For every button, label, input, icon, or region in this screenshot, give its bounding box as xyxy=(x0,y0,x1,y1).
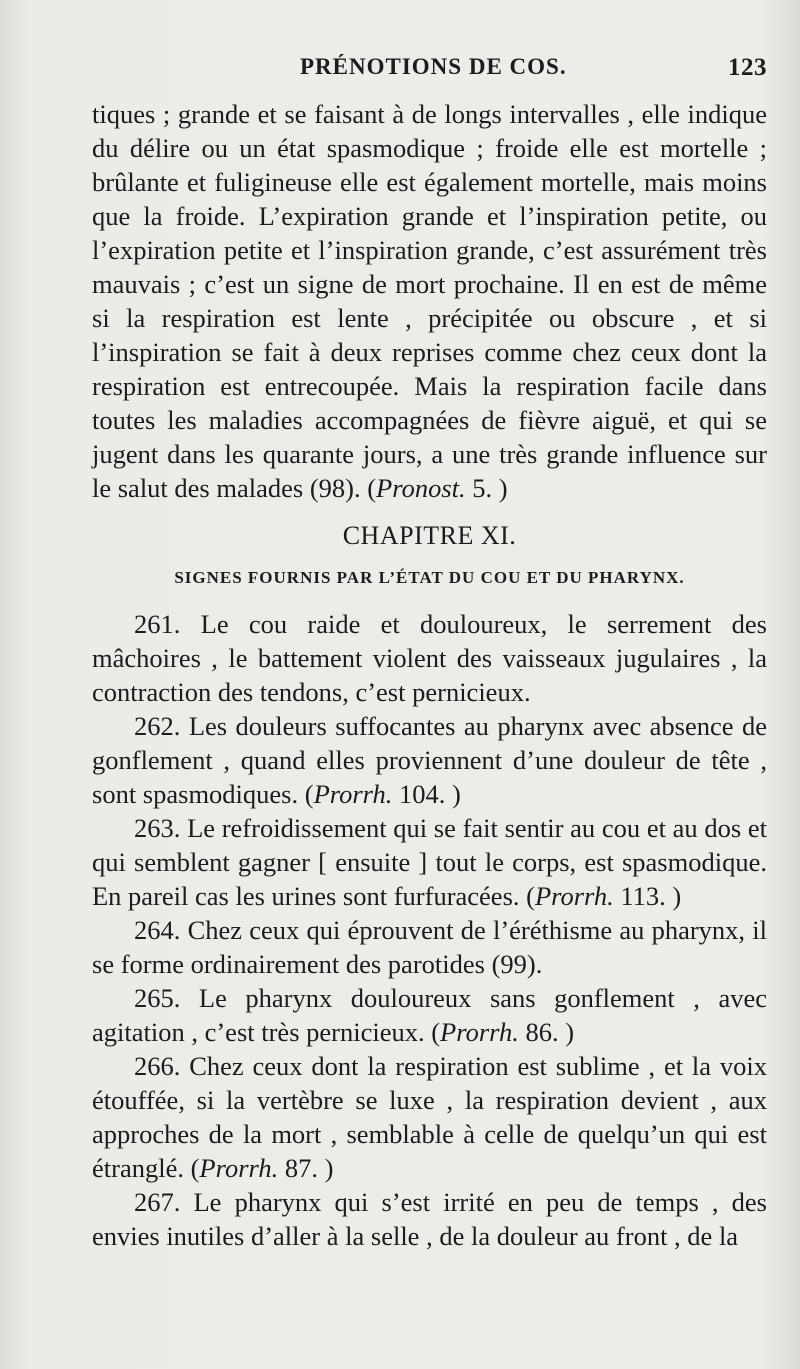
paragraph-text: 267. Le pharynx qui s’est irrité en peu de temps , des envies inutiles d’aller à la selle , de la douleur au front , de la xyxy=(92,1187,767,1251)
reference-work: Prorrh. xyxy=(199,1153,279,1183)
reference-tail: 87. ) xyxy=(278,1153,334,1183)
paragraph-text: tiques ; grande et se faisant à de longs intervalles , elle indique du délire ou un état spasmodique ; froide elle est mortelle ; brûlante et fuligineuse elle est également mortelle, mais moins que la froide. L’expiration grande et l’inspiration petite, ou l’expiration petite et l’inspiration grande, c’est assurément très mauvais ; c’est un signe de mort prochaine. Il en est de même si la respiration est lente , précipitée ou obscure , et si l’inspiration se fait à deux reprises comme chez ceux dont la respiration est entrecoupée. Mais la respiration facile dans toutes les maladies accompagnées de fièvre aiguë, et qui se jugent dans les quarante jours, a une très grande influence sur le salut des malades (98). ( xyxy=(92,99,767,503)
paragraph-267 xyxy=(92,1185,767,1253)
running-title: PRÉNOTIONS DE COS. xyxy=(300,54,567,79)
paragraph-text: 263. Le refroidissement qui se fait sentir au cou et au dos et qui semblent gagner [ ensuite ] tout le corps, est spasmodique. En pareil cas les urines sont furfuracées. ( xyxy=(92,813,767,911)
reference-tail: 104. ) xyxy=(392,779,461,809)
paragraph-263 xyxy=(92,811,767,913)
chapter-subtitle: SIGNES FOURNIS PAR L’ÉTAT DU COU ET DU PHARYNX. xyxy=(174,568,685,587)
paragraph-262 xyxy=(92,709,767,811)
page-header xyxy=(92,54,767,94)
paragraph-text: 266. Chez ceux dont la respiration est sublime , et la voix étouffée, si la vertèbre se luxe , la respiration devient , aux approches de la mort , semblable à celle de quelqu’un qui est étranglé. ( xyxy=(92,1051,767,1183)
chapter-title: CHAPITRE XI. xyxy=(342,521,517,550)
paragraph-text: 265. Le pharynx douloureux sans gonflement , avec agitation , c’est très pernicieux. ( xyxy=(92,983,767,1047)
paragraph-text: 264. Chez ceux qui éprouvent de l’éréthisme au pharynx, il se forme ordinairement des parotides (99). xyxy=(92,915,767,979)
opening-paragraph xyxy=(92,97,767,505)
page-body xyxy=(92,97,767,1253)
reference-tail: 86. ) xyxy=(518,1017,575,1047)
reference-work: Prorrh. xyxy=(313,779,393,809)
reference-tail: 5. ) xyxy=(465,473,508,503)
page-number: 123 xyxy=(728,54,767,81)
paragraph-265 xyxy=(92,981,767,1049)
paragraph-text: 261. Le cou raide et douloureux, le serrement des mâchoires , le battement violent des vaisseaux jugulaires , la contraction des tendons, c’est pernicieux. xyxy=(92,609,767,707)
reference-work: Prorrh. xyxy=(534,881,614,911)
paragraph-266 xyxy=(92,1049,767,1185)
paragraph-261 xyxy=(92,607,767,709)
paragraph-264 xyxy=(92,913,767,981)
paragraph-text: 262. Les douleurs suffocantes au pharynx avec absence de gonflement , quand elles proviennent d’une douleur de tête , sont spasmodiques. ( xyxy=(92,711,767,809)
reference-tail: 113. ) xyxy=(613,881,682,911)
reference-work: Pronost. xyxy=(376,473,466,503)
reference-work: Prorrh. xyxy=(440,1017,519,1047)
